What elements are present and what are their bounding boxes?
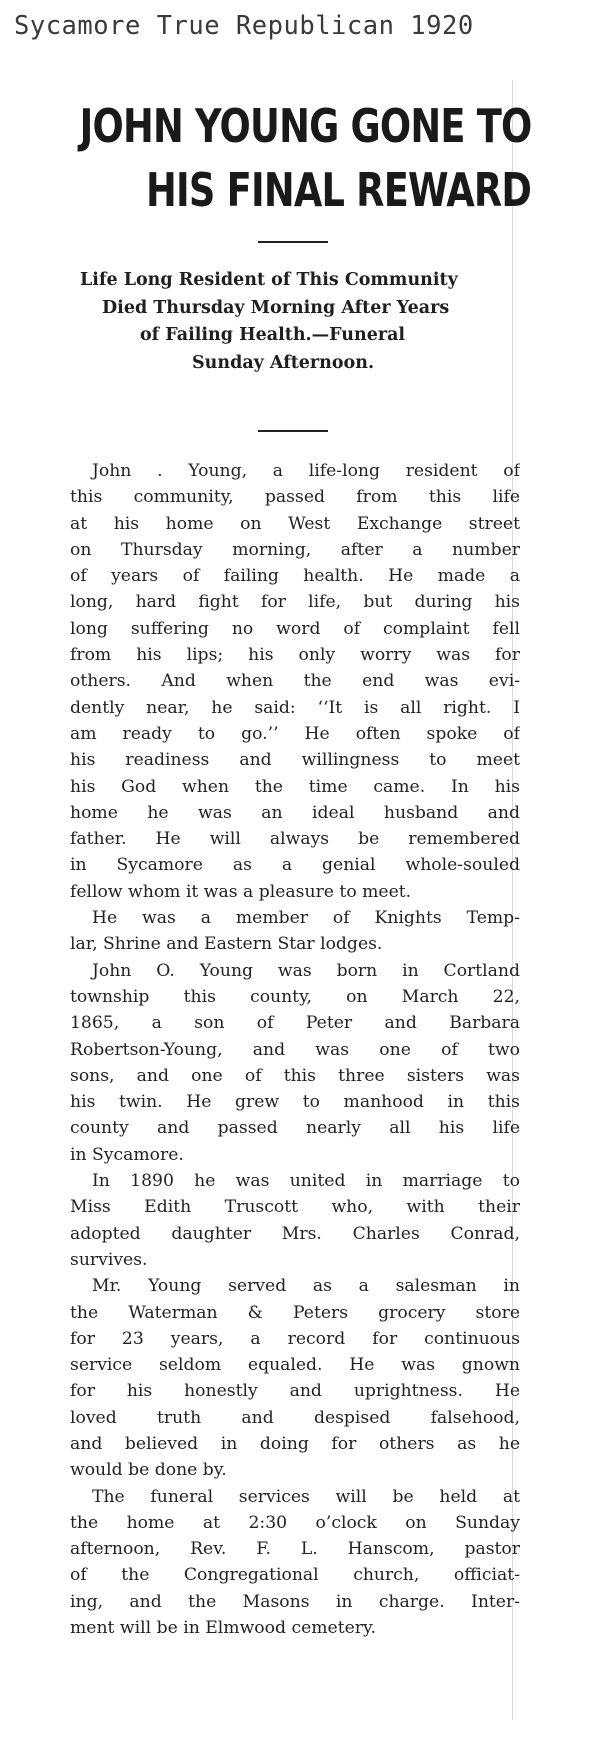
- paragraph-line: Miss Edith Truscott who, with their: [70, 1197, 520, 1218]
- paragraph-line: service seldom equaled. He was gnown: [70, 1355, 520, 1376]
- paragraph-line: In 1890 he was united in marriage to: [92, 1171, 520, 1192]
- paragraph-line: county and passed nearly all his life: [70, 1118, 520, 1139]
- article-body: [70, 458, 520, 1641]
- paragraph-line: loved truth and despised falsehood,: [70, 1407, 520, 1428]
- paragraph-line: and believed in doing for others as he: [70, 1433, 520, 1454]
- paragraph-line: his readiness and willingness to meet: [70, 750, 520, 771]
- paragraph-line: The funeral services will be held at: [92, 1486, 520, 1507]
- headline: [70, 94, 532, 222]
- paragraph-line: Robertson-Young, and was one of two: [70, 1039, 520, 1060]
- article-paragraph: [70, 905, 520, 958]
- paragraph-line: on Thursday morning, after a number: [70, 539, 520, 560]
- paragraph-line: from his lips; his only worry was for: [70, 645, 520, 666]
- article-paragraph: [70, 1484, 520, 1642]
- source-label: Sycamore True Republican 1920: [14, 11, 474, 41]
- paragraph-line: John . Young, a life-long resident of: [92, 461, 520, 481]
- paragraph-line: 1865, a son of Peter and Barbara: [70, 1013, 520, 1034]
- paragraph-line: for his honestly and uprightness. He: [70, 1381, 520, 1402]
- paragraph-line: would be done by.: [70, 1460, 227, 1481]
- divider-dash: [258, 430, 328, 432]
- paragraph-line: others. And when the end was evi-: [70, 671, 520, 692]
- paragraph-line: his twin. He grew to manhood in this: [70, 1092, 520, 1113]
- divider-dash: [258, 241, 328, 243]
- paragraph-line: home he was an ideal husband and: [70, 802, 520, 823]
- paragraph-line: his God when the time came. In his: [70, 776, 520, 797]
- paragraph-line: ment will be in Elmwood cemetery.: [70, 1618, 376, 1639]
- article-paragraph: [70, 458, 520, 905]
- paragraph-line: long, hard fight for life, but during his: [70, 592, 520, 613]
- headline-line-2: HIS FINAL REWARD: [146, 163, 532, 217]
- paragraph-line: ing, and the Masons in charge. Inter-: [70, 1591, 520, 1612]
- subhead-line-3: of Failing Health.—Funeral: [140, 325, 406, 345]
- paragraph-line: in Sycamore.: [70, 1144, 184, 1165]
- subhead-line-4: Sunday Afternoon.: [192, 352, 375, 373]
- paragraph-line: survives.: [70, 1249, 148, 1270]
- subhead-line-2: Died Thursday Morning After Years: [102, 297, 450, 318]
- paragraph-line: adopted daughter Mrs. Charles Conrad,: [70, 1223, 520, 1244]
- paragraph-line: father. He will always be remembered: [70, 829, 520, 850]
- paragraph-line: He was a member of Knights Temp-: [92, 908, 520, 929]
- headline-line-1: JOHN YOUNG GONE TO: [79, 99, 532, 153]
- paragraph-line: the Waterman & Peters grocery store: [70, 1302, 520, 1323]
- paragraph-line: John O. Young was born in Cortland: [92, 960, 520, 981]
- article-paragraph: [70, 958, 520, 1168]
- paragraph-line: Mr. Young served as a salesman in: [92, 1276, 520, 1297]
- paragraph-line: of the Congregational church, officiat-: [70, 1565, 520, 1586]
- subheadline: [80, 267, 520, 377]
- paragraph-line: sons, and one of this three sisters was: [70, 1065, 520, 1086]
- paragraph-line: at his home on West Exchange street: [70, 513, 520, 534]
- paragraph-line: lar, Shrine and Eastern Star lodges.: [70, 934, 383, 955]
- paragraph-line: of years of failing health. He made a: [70, 566, 520, 587]
- subhead-line-1: Life Long Resident of This Community: [80, 270, 458, 290]
- paragraph-line: township this county, on March 22,: [70, 986, 520, 1007]
- paragraph-line: in Sycamore as a genial whole-souled: [70, 855, 520, 876]
- article-paragraph: [70, 1273, 520, 1483]
- paragraph-line: long suffering no word of complaint fell: [70, 618, 520, 639]
- paragraph-line: am ready to go.’’ He often spoke of: [70, 723, 520, 744]
- paragraph-line: for 23 years, a record for continuous: [70, 1328, 520, 1349]
- paragraph-line: fellow whom it was a pleasure to meet.: [70, 881, 412, 902]
- paragraph-line: dently near, he said: ‘‘It is all right. I: [70, 697, 520, 718]
- paragraph-line: this community, passed from this life: [70, 487, 520, 508]
- paragraph-line: afternoon, Rev. F. L. Hanscom, pastor: [70, 1539, 520, 1560]
- paragraph-line: the home at 2:30 o’clock on Sunday: [70, 1512, 520, 1533]
- article-paragraph: [70, 1168, 520, 1273]
